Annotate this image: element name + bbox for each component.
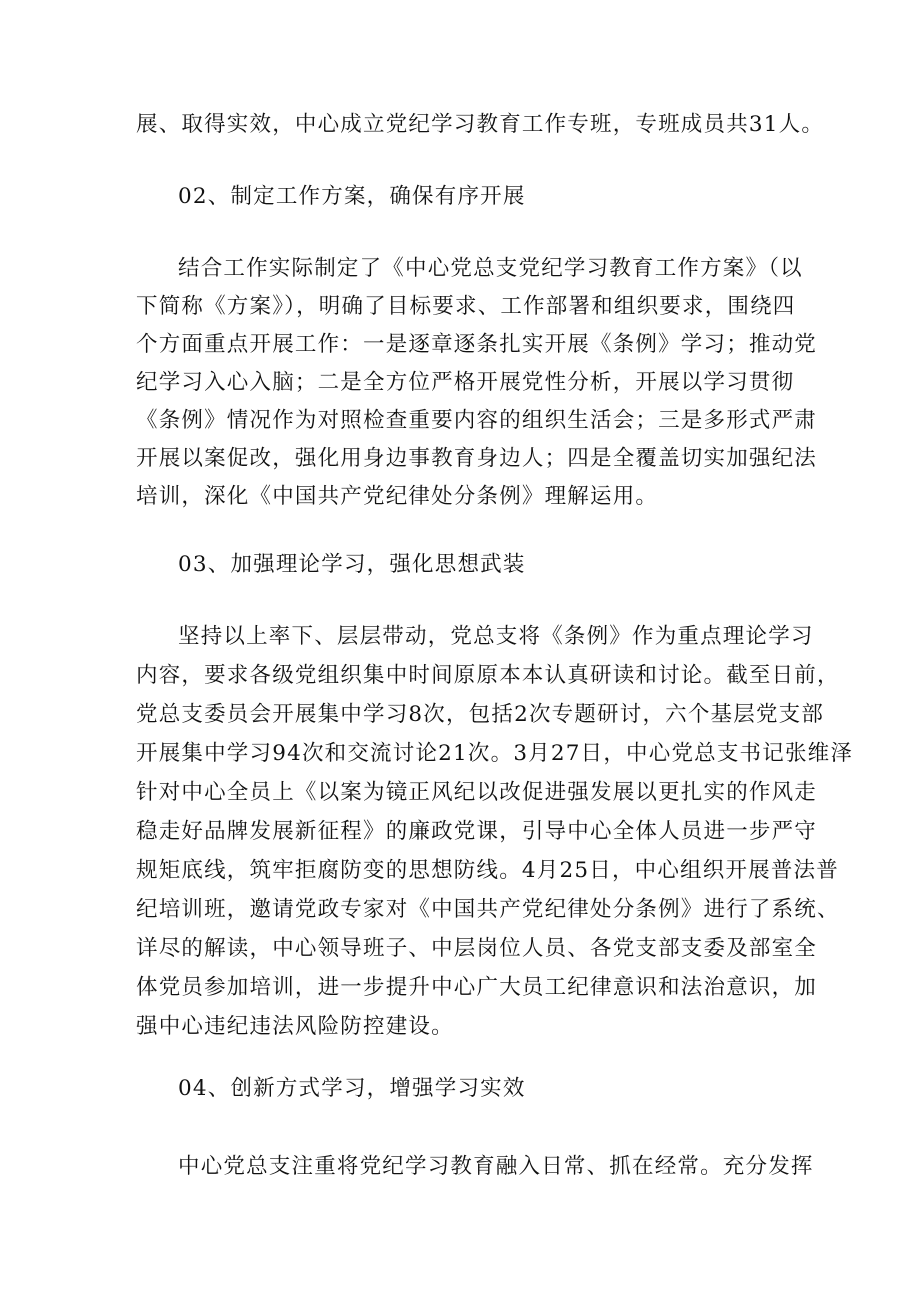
paragraph-line: 详尽的解读，中心领导班子、中层岗位人员、各党支部支委及部室全	[136, 936, 818, 961]
paragraph-line: 稳走好品牌发展新征程》的廉政党课，引导中心全体人员进一步严守	[136, 819, 818, 844]
paragraph-line: 《条例》情况作为对照检查重要内容的组织生活会；三是多形式严肃	[136, 408, 818, 433]
section-heading-03: 03、加强理论学习，强化思想武装	[178, 552, 526, 577]
paragraph-line: 培训，深化《中国共产党纪律处分条例》理解运用。	[136, 484, 659, 509]
paragraph-line: 强中心违纪违法风险防控建设。	[136, 1014, 454, 1039]
paragraph-line: 针对中心全员上《以案为镜正风纪以改促进强发展以更扎实的作风走	[136, 780, 818, 805]
section-heading-02: 02、制定工作方案，确保有序开展	[178, 184, 526, 209]
paragraph-line: 党总支委员会开展集中学习8次，包括2次专题研讨，六个基层党支部	[136, 702, 825, 727]
paragraph-line: 规矩底线，筑牢拒腐防变的思想防线。4月25日，中心组织开展普法普	[136, 858, 839, 883]
paragraph-line: 内容，要求各级党组织集中时间原原本本认真研读和讨论。截至日前，	[136, 663, 840, 688]
paragraph-line: 下简称《方案》），明确了目标要求、工作部署和组织要求，围绕四	[136, 294, 796, 319]
paragraph-line: 展、取得实效，中心成立党纪学习教育工作专班，专班成员共31人。	[136, 112, 825, 137]
paragraph-line: 开展集中学习94次和交流讨论21次。3月27日，中心党总支书记张维泽	[136, 741, 854, 766]
paragraph-line: 纪培训班，邀请党政专家对《中国共产党纪律处分条例》进行了系统、	[136, 897, 840, 922]
paragraph-line: 中心党总支注重将党纪学习教育融入日常、抓在经常。充分发挥	[178, 1154, 814, 1179]
paragraph-line: 纪学习入心入脑；二是全方位严格开展党性分析，开展以学习贯彻	[136, 370, 795, 395]
paragraph-line: 体党员参加培训，进一步提升中心广大员工纪律意识和法治意识，加	[136, 975, 818, 1000]
paragraph-line: 个方面重点开展工作：一是逐章逐条扎实开展《条例》学习；推动党	[136, 332, 818, 357]
paragraph-line: 结合工作实际制定了《中心党总支党纪学习教育工作方案》（以	[178, 256, 803, 281]
paragraph-line: 开展以案促改，强化用身边事教育身边人；四是全覆盖切实加强纪法	[136, 446, 818, 471]
section-heading-04: 04、创新方式学习，增强学习实效	[178, 1076, 526, 1101]
paragraph-line: 坚持以上率下、层层带动，党总支将《条例》作为重点理论学习	[178, 624, 814, 649]
